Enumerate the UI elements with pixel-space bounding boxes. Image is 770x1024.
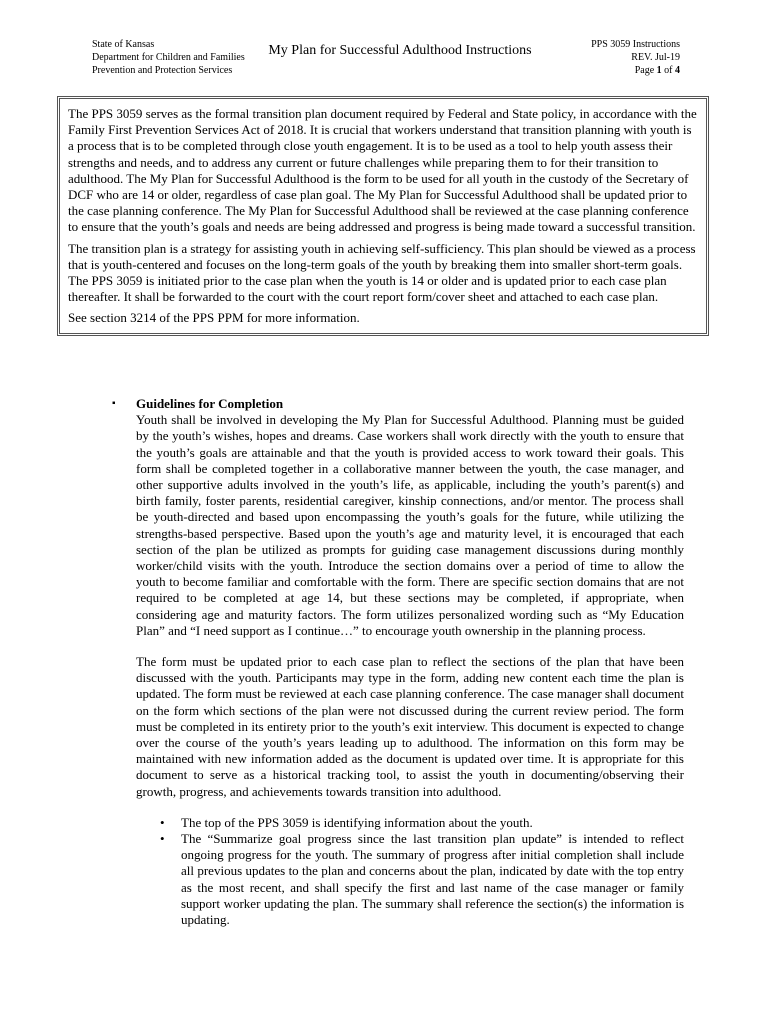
intro-paragraph-3: See section 3214 of the PPS PPM for more information. (68, 310, 360, 326)
page-number (591, 64, 680, 77)
guidelines-heading (112, 396, 684, 412)
list-item (160, 831, 684, 928)
form-info (591, 38, 680, 77)
list-item-text: The “Summarize goal progress since the last transition plan update” is intended to reflect ongoing progress for the youth. The summary of progress after initial completion shall include all previous updates to the plan and concerns about the plan, indicated by date with the top entry as the most recent, and shall specify the first and last name of the case manager or family support worker updating the plan. The summary shall reference the section(s) the information is updating. (181, 831, 684, 928)
intro-paragraph-1: The PPS 3059 serves as the formal transition plan document required by Federal and State policy, in accordance with the Family First Prevention Services Act of 2018. It is crucial that workers understand that transition planning with youth is a process that is to be completed through close youth engagement. It is to be used as a tool to help youth assess their strengths and needs, and to address any current or future challenges while preparing them to for their transition to adulthood. The My Plan for Successful Adulthood is the form to be used for all youth in the custody of the Secretary of DCF who are 14 or older, regardless of case plan goal. The My Plan for Successful Adulthood shall be updated prior to the case planning conference. The My Plan for Successful Adulthood shall be reviewed at the case planning conference to ensure that the youth’s goals and needs are being addressed and progress is being made toward a successful transition. (68, 106, 697, 235)
intro-paragraph-2: The transition plan is a strategy for assisting youth in achieving self-sufficiency. This plan should be viewed as a process that is youth-centered and focuses on the long-term goals of the youth by breaking them into smaller short-term goals. The PPS 3059 is initiated prior to the case plan when the youth is 14 or older and is updated prior to each case plan thereafter. It shall be forwarded to the court with the court report form/cover sheet and attached to each case plan. (68, 240, 696, 305)
agency-division: Prevention and Protection Services (92, 65, 233, 76)
agency-department: Department for Children and Families (92, 52, 245, 63)
document-title: My Plan for Successful Adulthood Instructions (268, 43, 532, 58)
bullet-dot-icon: • (160, 814, 165, 830)
guidelines-section (112, 396, 684, 928)
page-total: 4 (675, 65, 680, 76)
revision-date: REV. Jul-19 (631, 52, 680, 63)
guidelines-heading-text: Guidelines for Completion (136, 396, 284, 411)
intro-box (59, 98, 707, 334)
page-prefix: Page (634, 65, 657, 76)
guidelines-bullet-list (136, 815, 684, 928)
guidelines-paragraph-1: Youth shall be involved in developing the My Plan for Successful Adulthood. Planning must be guided by the youth’s wishes, hopes and dreams. Case workers shall work directly with the youth to ensure that the youth’s goals are attainable and that the youth is provided access to work toward their goals. This form shall be completed together in a collaborative manner between the youth, the case manager, and other supportive adults involved in the youth’s life, as applicable, including the youth’s parent(s) and birth family, foster parents, residential caregiver, kinship connections, and/or mentor. The process shall be youth-directed and based upon encompassing the youth’s goals for the future, while utilizing the strengths-based perspective. Based upon the youth’s age and maturity level, it is encouraged that each section of the plan be utilized as prompts for guiding case management discussions during monthly worker/child visits with the youth. Introduce the section domains over a period of time to allow the youth to become familiar and comfortable with the form. There are specific section domains that are not required to be completed at age 14, but these sections may be completed, if appropriate, when considering age and maturity factors. The form utilizes personalized wording such as “My Education Plan” and “I need support as I continue…” to encourage youth ownership in the planning process. (136, 412, 684, 638)
guidelines-body (136, 412, 684, 800)
agency-state: State of Kansas (92, 39, 155, 50)
square-bullet-icon: ▪ (112, 398, 116, 409)
bullet-dot-icon: • (160, 831, 165, 847)
page-current: 1 (656, 65, 662, 76)
page-of: of (661, 65, 675, 76)
agency-header (92, 38, 245, 77)
list-item-text: The top of the PPS 3059 is identifying information about the youth. (181, 814, 533, 830)
list-item (160, 815, 684, 831)
guidelines-paragraph-2: The form must be updated prior to each case plan to reflect the sections of the plan that have been discussed with the youth. Participants may type in the form, adding new content each time the plan is updated. The form must be reviewed at each case planning conference. The case manager shall document on the form which sections of the plan were not discussed during the current review period. The form must be completed in its entirety prior to the youth’s exit interview. This document is expected to change over the course of the youth’s years leading up to adulthood. The information on this form may be maintained with new information added as the document is updated over time. It is appropriate for this document to serve as a historical tracking tool, to assist the youth in documenting/observing their growth, progress, and achievements towards transition into adulthood. (136, 654, 684, 799)
form-number: PPS 3059 Instructions (591, 39, 680, 50)
